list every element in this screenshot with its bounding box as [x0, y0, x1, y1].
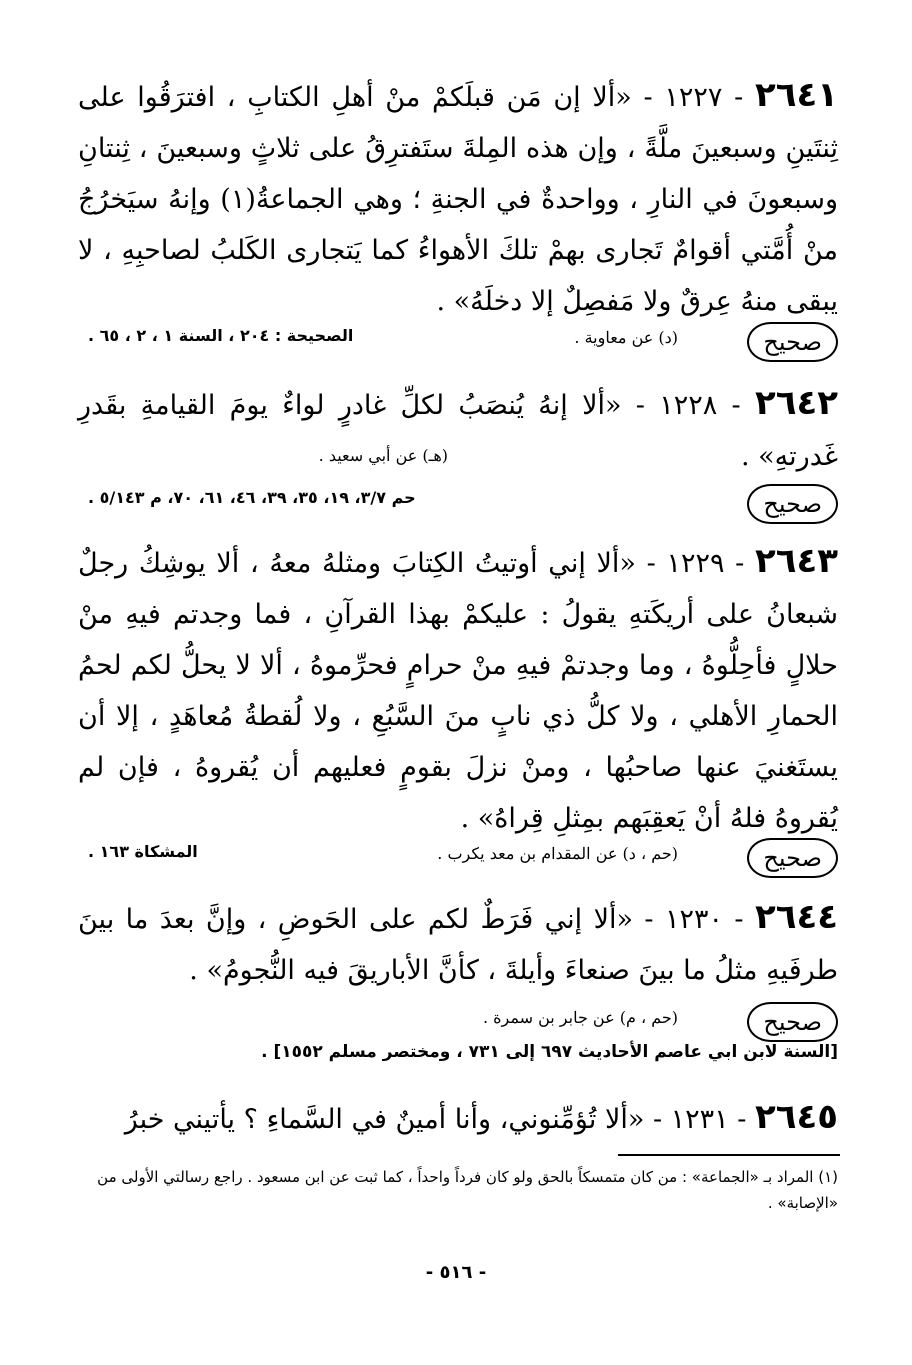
hadith-references: الصحيحة : ٢٠٤ ، السنة ١ ، ٢ ، ٦٥ .	[88, 326, 354, 345]
hadith-text: - ١٢٣١ - «ألا تُؤمِّنوني، وأنا أمينٌ في السَّماءِ ؟ يأتيني خبرُ	[124, 1104, 747, 1135]
hadith-source: (هـ) عن أبي سعيد .	[318, 446, 448, 465]
hadith-meta-2643	[78, 838, 838, 882]
hadith-number: ٢٦٤١	[754, 75, 838, 115]
hadith-text: - ١٢٢٨ - «ألا إنهُ يُنصَبُ لكلِّ غادرٍ لواءٌ يومَ القيامةِ بقَدرِ غَدرتهِ» .	[78, 390, 838, 472]
extra-reference: [السنة لابن ابي عاصم الأحاديث ٦٩٧ إلى ٧٣١ ، ومختصر مسلم ١٥٥٢] .	[261, 1042, 838, 1062]
hadith-meta-2644	[78, 1002, 838, 1046]
hadith-number: ٢٦٤٤	[754, 897, 838, 937]
footnote: (١) المراد بـ «الجماعة» : من كان متمسكاً بالحق ولو كان فرداً واحداً ، كما ثبت عن ابن مسعود . راجع رسالتي الأولى من «الإصابة» .	[97, 1168, 838, 1212]
hadith-text: - ١٢٣٠ - «ألا إني فَرَطٌ لكم على الحَوضِ ، وإنَّ بعدَ ما بينَ طرفَيهِ مثلُ ما بينَ صنعاءَ وأيلةَ ، كأنَّ الأباريقَ فيه النُّجومُ» .	[78, 904, 838, 986]
hadith-entry-2644	[78, 892, 838, 996]
grade-badge: صحيح	[747, 484, 838, 524]
hadith-meta-2641	[78, 322, 838, 366]
hadith-entry-2645	[78, 1092, 838, 1145]
hadith-number: ٢٦٤٥	[754, 1097, 838, 1137]
hadith-references: حم ٣/٧، ١٩، ٣٥، ٣٩، ٤٦، ٦١، ٧٠، م ٥/١٤٣ .	[88, 488, 416, 507]
hadith-source: (حم ، د) عن المقدام بن معد يكرب .	[437, 844, 678, 863]
grade-badge: صحيح	[747, 322, 838, 362]
page-number: - ٥١٦ -	[425, 1262, 487, 1283]
hadith-text: - ١٢٢٩ - «ألا إني أوتيتُ الكِتابَ ومثلهُ معهُ ، ألا يوشِكُ رجلٌ شبعانُ على أريكَتهِ يقولُ : عليكمْ بهذا القرآنِ ، فما وجدتم فيهِ منْ حلالٍ فأحِلُّوهُ ، وما وجدتمْ فيهِ منْ حرامٍ فحرِّموهُ ، ألا لا يحلُّ لكم لحمُ الحمارِ الأهلي ، ولا كلُّ ذي نابٍ منَ السَّبُعِ ، ولا لُقطةُ مُعاهَدٍ ، إلا أن يستَغنيَ عنها صاحبُها ، ومنْ نزلَ بقومٍ فعليهم أن يُقروهُ ، فإن لم يُقروهُ فلهُ أنْ يَعقِبَهم بمِثلِ قِراهُ» .	[78, 548, 838, 834]
footnote-divider	[618, 1154, 840, 1156]
hadith-entry-2642	[78, 378, 838, 482]
hadith-number: ٢٦٤٣	[754, 541, 838, 581]
hadith-entry-2643	[78, 536, 838, 844]
hadith-source: (حم ، م) عن جابر بن سمرة .	[482, 1008, 678, 1027]
hadith-text: - ١٢٢٧ - «ألا إن مَن قبلَكمْ منْ أهلِ الكتابِ ، افترَقُوا على ثِنتَينِ وسبعينَ ملَّةً ، وإن هذه المِلةَ ستَفترِقُ على ثلاثٍ وسبعينَ ، ثِنتانِ وسبعونَ في النارِ ، وواحدةٌ في الجنةِ ؛ وهي الجماعةُ(١) وإنهُ سيَخرُجُ منْ أُمَّتي أقوامٌ تَجارى بهمْ تلكَ الأهواءُ كما يَتجارى الكَلبُ لصاحبِهِ ، لا يبقى منهُ عِرقٌ ولا مَفصِلٌ إلا دخلَهُ» .	[78, 82, 838, 317]
grade-badge: صحيح	[747, 1002, 838, 1042]
grade-badge: صحيح	[747, 838, 838, 878]
hadith-entry-2641	[78, 70, 838, 327]
hadith-references: المشكاة ١٦٣ .	[88, 842, 198, 861]
hadith-meta-2642	[78, 446, 838, 528]
hadith-number: ٢٦٤٢	[754, 383, 838, 423]
hadith-source: (د) عن معاوية .	[574, 328, 678, 347]
